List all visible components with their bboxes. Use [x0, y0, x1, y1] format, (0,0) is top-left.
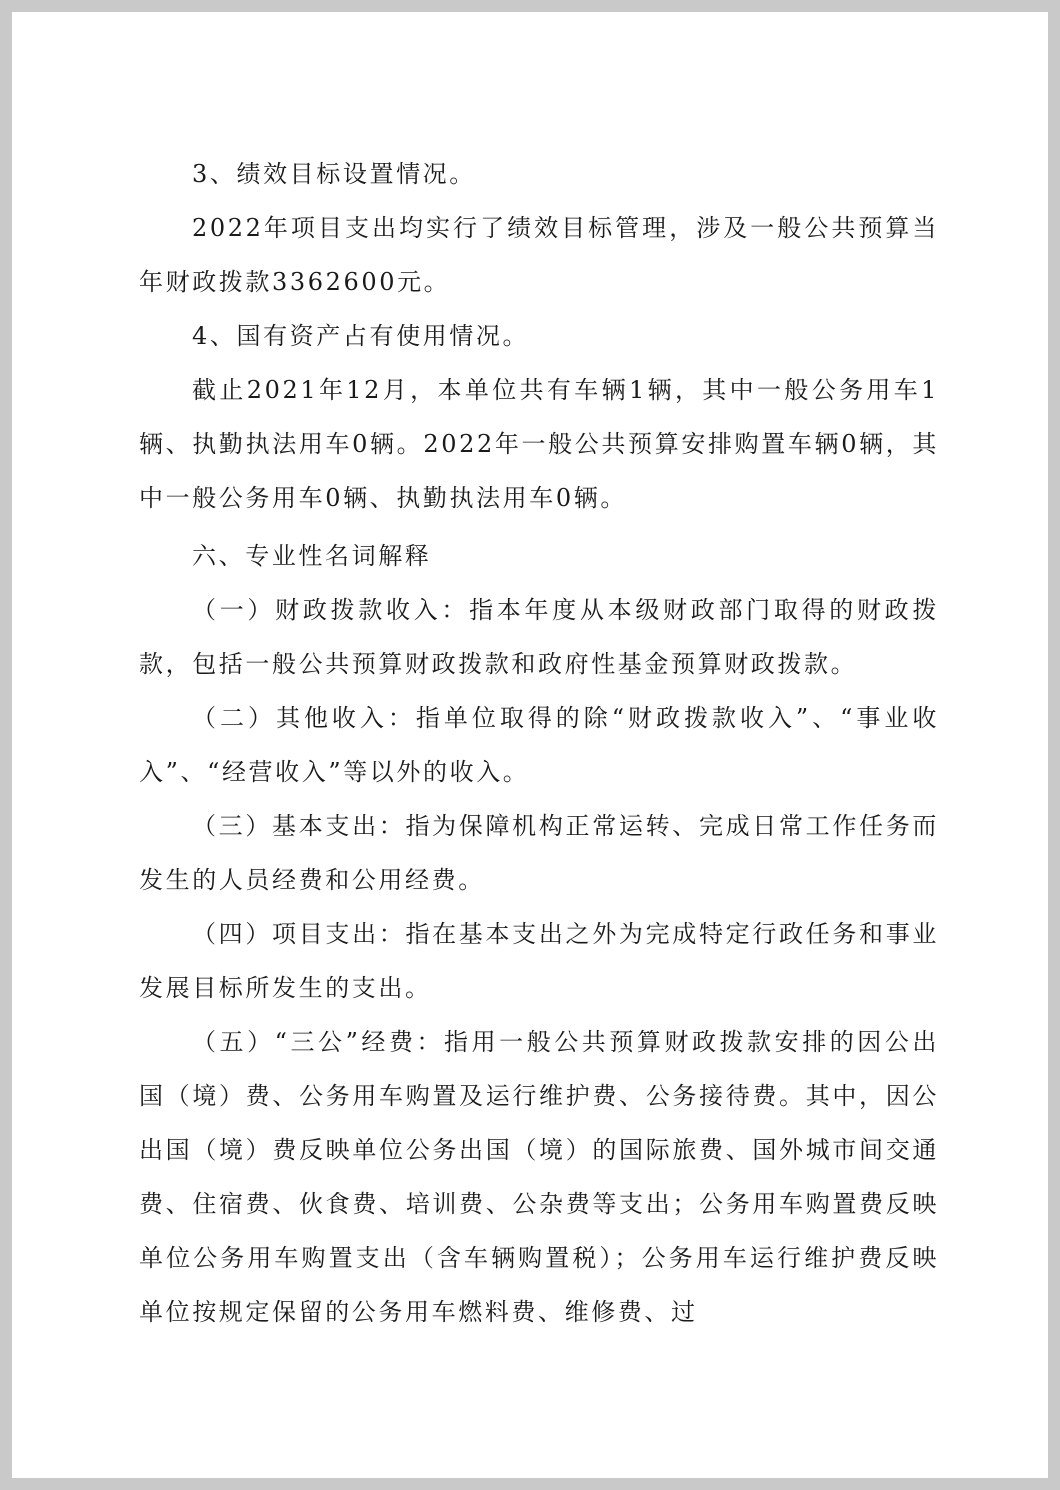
paragraph-performance-target-heading: 3、绩效目标设置情况。	[192, 160, 476, 188]
paragraph-performance-target: 2022年项目支出均实行了绩效目标管理，涉及一般公共预算当年财政拨款3362600元。	[139, 214, 939, 296]
document-page	[12, 12, 1048, 1478]
paragraph-term-fiscal-appropriation: （一）财政拨款收入：指本年度从本级财政部门取得的财政拨款，包括一般公共预算财政拨款和政府性基金预算财政拨款。	[139, 596, 939, 678]
paragraph-state-assets: 截止2021年12月，本单位共有车辆1辆，其中一般公务用车1辆、执勤执法用车0辆。2022年一般公共预算安排购置车辆0辆，其中一般公务用车0辆、执勤执法用车0辆。	[139, 376, 939, 512]
section-heading-glossary: 六、专业性名词解释	[192, 542, 432, 570]
paragraph-term-basic-expenditure: （三）基本支出：指为保障机构正常运转、完成日常工作任务而发生的人员经费和公用经费。	[139, 812, 939, 894]
paragraph-term-project-expenditure: （四）项目支出：指在基本支出之外为完成特定行政任务和事业发展目标所发生的支出。	[139, 920, 939, 1002]
paragraph-term-three-public-expenses: （五）“三公”经费：指用一般公共预算财政拨款安排的因公出国（境）费、公务用车购置及运行维护费、公务接待费。其中，因公出国（境）费反映单位公务出国（境）的国际旅费、国外城市间交通费、住宿费、伙食费、培训费、公杂费等支出；公务用车购置费反映单位公务用车购置支出（含车辆购置税）；公务用车运行维护费反映单位按规定保留的公务用车燃料费、维修费、过	[139, 1028, 939, 1326]
paragraph-term-other-income: （二）其他收入：指单位取得的除“财政拨款收入”、“事业收入”、“经营收入”等以外的收入。	[139, 704, 939, 786]
document-body	[139, 147, 939, 1339]
paragraph-state-assets-heading: 4、国有资产占有使用情况。	[192, 322, 530, 350]
